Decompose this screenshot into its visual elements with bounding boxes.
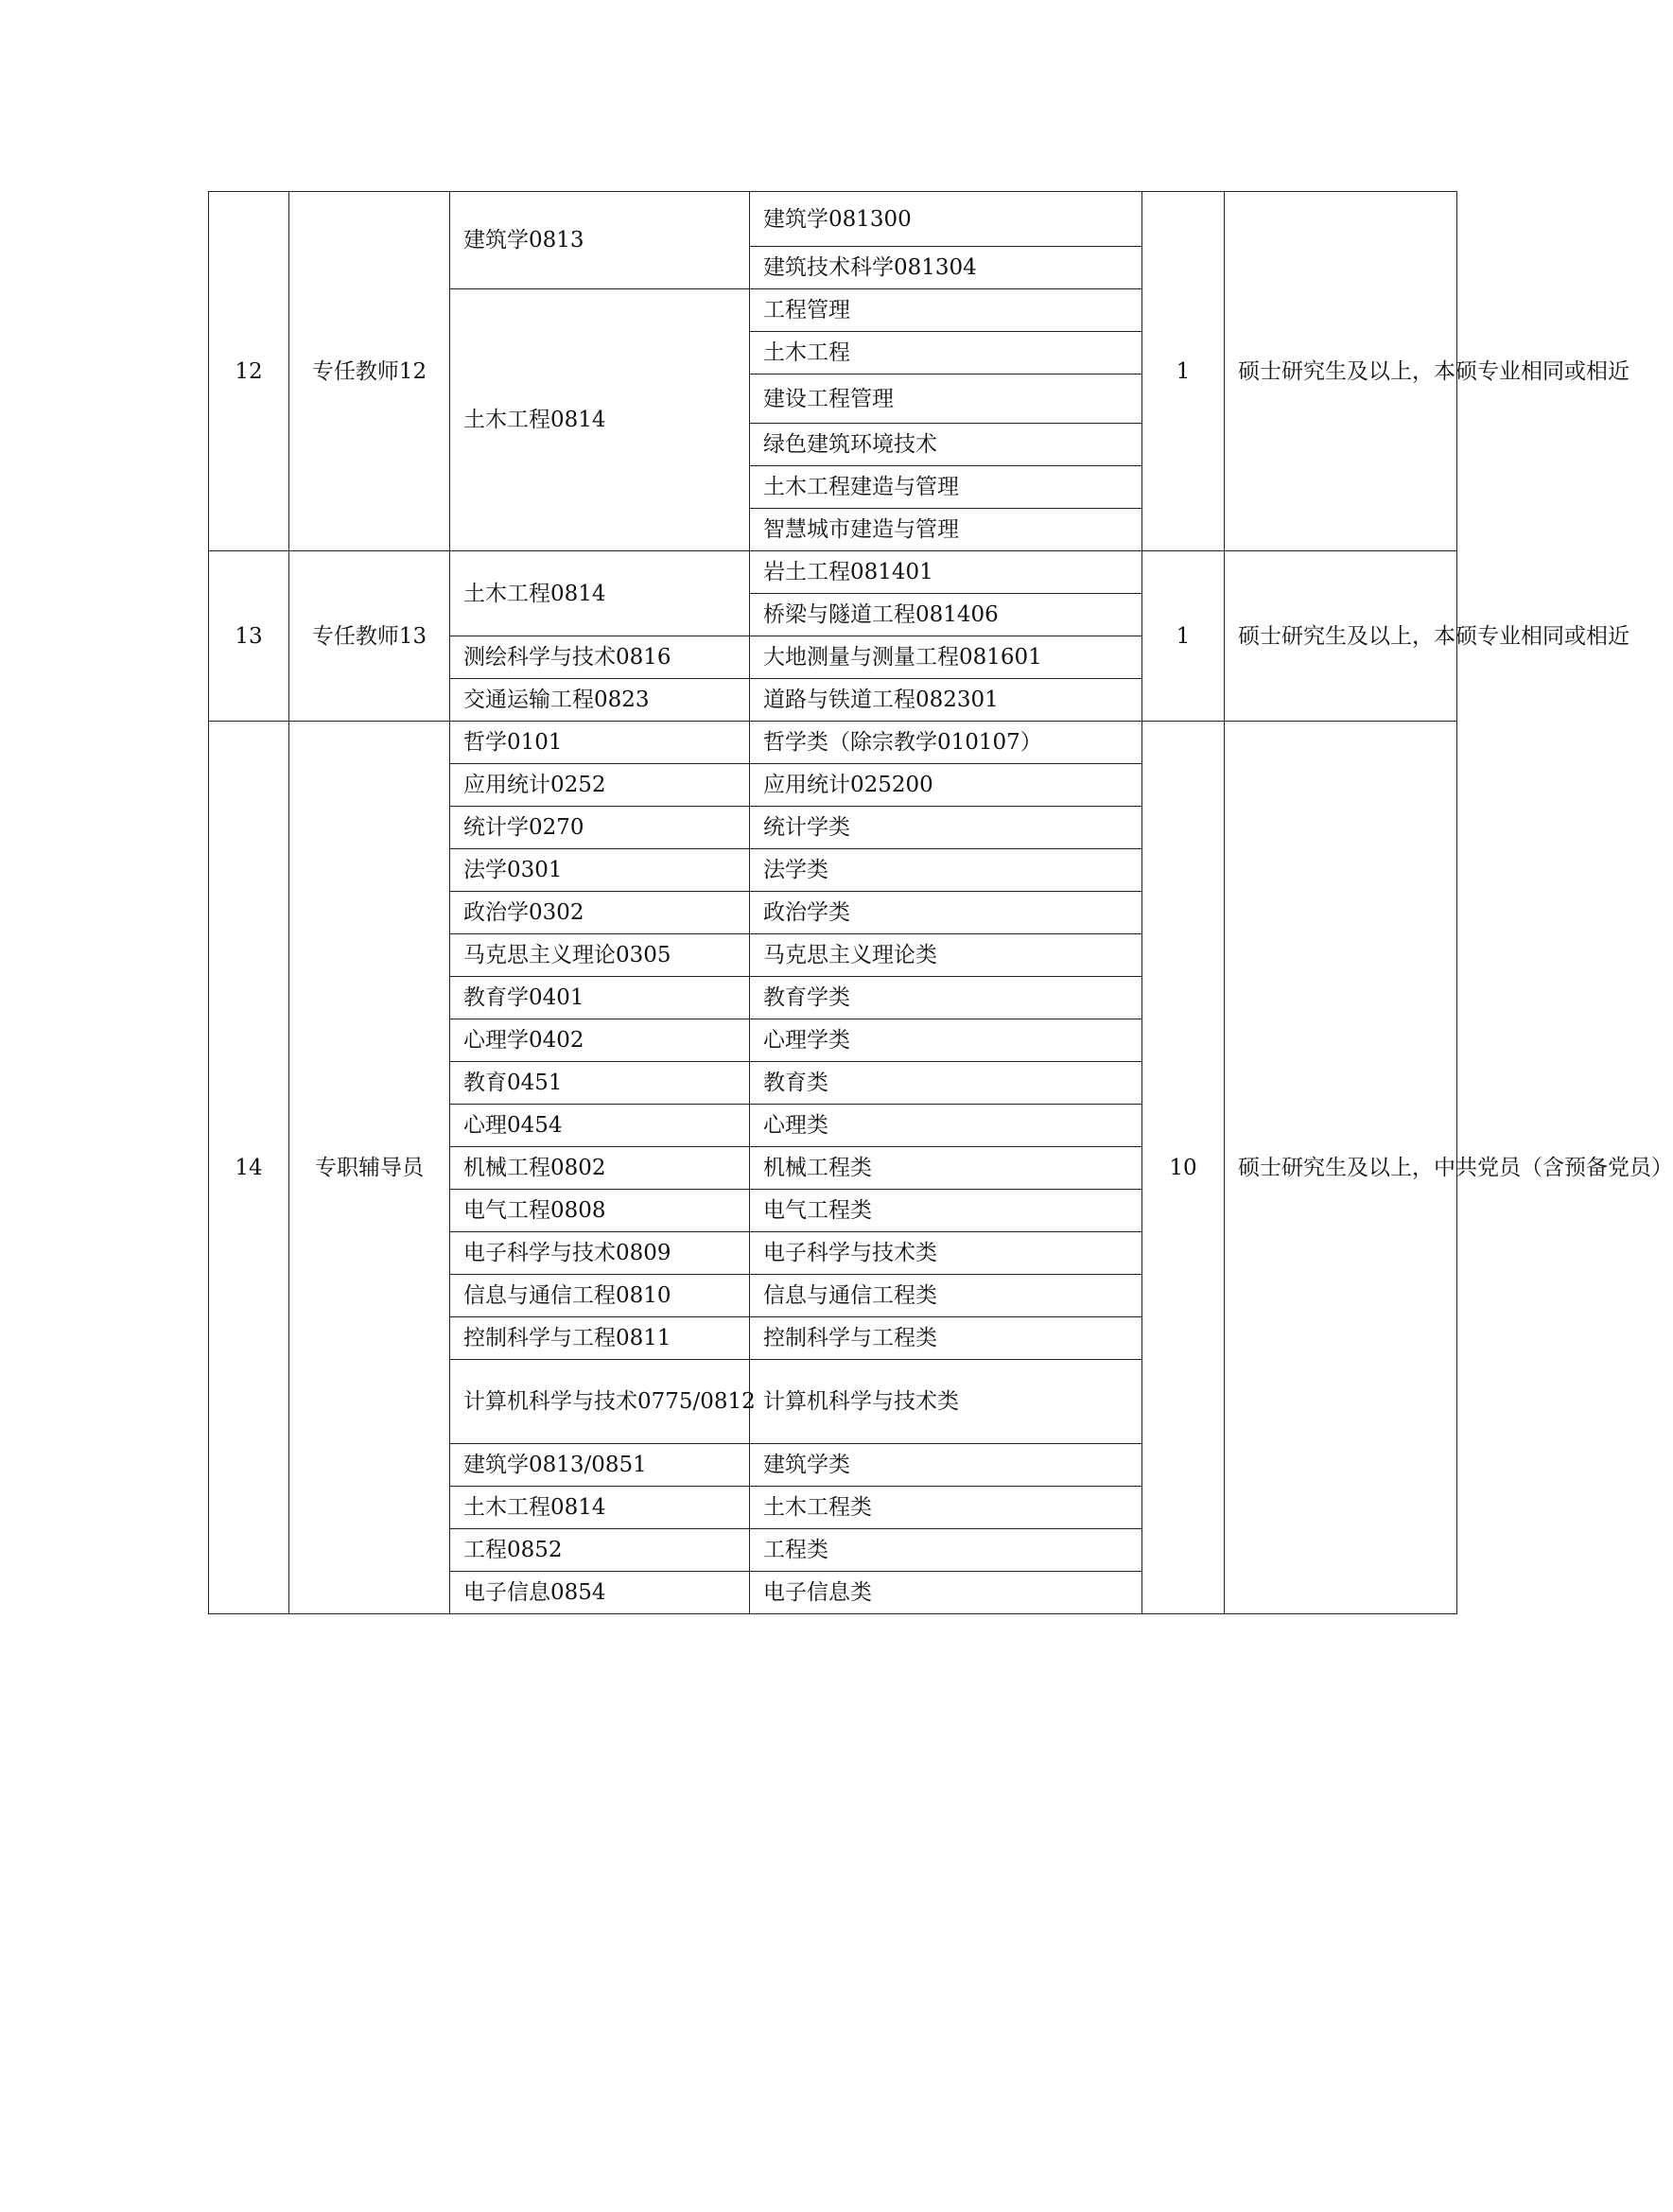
discipline-cell: 政治学0302 bbox=[450, 892, 750, 934]
major-cell: 政治学类 bbox=[750, 892, 1142, 934]
discipline-cell: 交通运输工程0823 bbox=[450, 679, 750, 722]
discipline-cell: 土木工程0814 bbox=[450, 1487, 750, 1529]
major-cell: 土木工程建造与管理 bbox=[750, 466, 1142, 509]
major-cell: 电子科学与技术类 bbox=[750, 1232, 1142, 1275]
headcount: 1 bbox=[1142, 551, 1225, 722]
major-cell: 智慧城市建造与管理 bbox=[750, 509, 1142, 551]
major-cell: 教育学类 bbox=[750, 977, 1142, 1019]
discipline-cell: 心理学0402 bbox=[450, 1019, 750, 1062]
discipline-cell: 心理0454 bbox=[450, 1105, 750, 1147]
discipline-cell: 统计学0270 bbox=[450, 807, 750, 849]
major-cell: 建设工程管理 bbox=[750, 374, 1142, 424]
major-cell: 桥梁与隧道工程081406 bbox=[750, 594, 1142, 636]
major-cell: 建筑学类 bbox=[750, 1444, 1142, 1487]
position-number: 14 bbox=[209, 722, 289, 1614]
discipline-cell: 哲学0101 bbox=[450, 722, 750, 764]
major-cell: 电子信息类 bbox=[750, 1572, 1142, 1614]
discipline-cell: 计算机科学与技术0775/0812 bbox=[450, 1360, 750, 1444]
major-cell: 应用统计025200 bbox=[750, 764, 1142, 807]
major-cell: 建筑学081300 bbox=[750, 192, 1142, 247]
requirement-cell: 硕士研究生及以上，本硕专业相同或相近 bbox=[1225, 192, 1457, 551]
major-cell: 心理类 bbox=[750, 1105, 1142, 1147]
discipline-cell: 测绘科学与技术0816 bbox=[450, 636, 750, 679]
major-cell: 绿色建筑环境技术 bbox=[750, 424, 1142, 466]
major-cell: 心理学类 bbox=[750, 1019, 1142, 1062]
headcount: 1 bbox=[1142, 192, 1225, 551]
table-row bbox=[209, 192, 1457, 247]
discipline-cell: 电子信息0854 bbox=[450, 1572, 750, 1614]
major-cell: 信息与通信工程类 bbox=[750, 1275, 1142, 1317]
major-cell: 电气工程类 bbox=[750, 1190, 1142, 1232]
requirement-cell: 硕士研究生及以上，中共党员（含预备党员） bbox=[1225, 722, 1457, 1614]
major-cell: 土木工程类 bbox=[750, 1487, 1142, 1529]
discipline-cell: 控制科学与工程0811 bbox=[450, 1317, 750, 1360]
discipline-cell: 建筑学0813 bbox=[450, 192, 750, 289]
major-cell: 机械工程类 bbox=[750, 1147, 1142, 1190]
major-cell: 大地测量与测量工程081601 bbox=[750, 636, 1142, 679]
discipline-cell: 应用统计0252 bbox=[450, 764, 750, 807]
table-row bbox=[209, 551, 1457, 594]
major-cell: 控制科学与工程类 bbox=[750, 1317, 1142, 1360]
discipline-cell: 机械工程0802 bbox=[450, 1147, 750, 1190]
discipline-cell: 信息与通信工程0810 bbox=[450, 1275, 750, 1317]
discipline-cell: 电子科学与技术0809 bbox=[450, 1232, 750, 1275]
discipline-cell: 工程0852 bbox=[450, 1529, 750, 1572]
discipline-cell: 教育0451 bbox=[450, 1062, 750, 1105]
discipline-cell: 电气工程0808 bbox=[450, 1190, 750, 1232]
major-cell: 教育类 bbox=[750, 1062, 1142, 1105]
major-cell: 道路与铁道工程082301 bbox=[750, 679, 1142, 722]
discipline-cell: 土木工程0814 bbox=[450, 551, 750, 636]
major-cell: 统计学类 bbox=[750, 807, 1142, 849]
discipline-cell: 土木工程0814 bbox=[450, 289, 750, 551]
position-number: 13 bbox=[209, 551, 289, 722]
position-name: 专任教师13 bbox=[289, 551, 450, 722]
discipline-cell: 教育学0401 bbox=[450, 977, 750, 1019]
position-number: 12 bbox=[209, 192, 289, 551]
headcount: 10 bbox=[1142, 722, 1225, 1614]
major-cell: 土木工程 bbox=[750, 332, 1142, 374]
discipline-cell: 法学0301 bbox=[450, 849, 750, 892]
major-cell: 计算机科学与技术类 bbox=[750, 1360, 1142, 1444]
major-cell: 岩土工程081401 bbox=[750, 551, 1142, 594]
major-cell: 建筑技术科学081304 bbox=[750, 247, 1142, 289]
major-cell: 法学类 bbox=[750, 849, 1142, 892]
discipline-cell: 马克思主义理论0305 bbox=[450, 934, 750, 977]
major-cell: 哲学类（除宗教学010107） bbox=[750, 722, 1142, 764]
requirement-cell: 硕士研究生及以上，本硕专业相同或相近 bbox=[1225, 551, 1457, 722]
position-name: 专任教师12 bbox=[289, 192, 450, 551]
discipline-cell: 建筑学0813/0851 bbox=[450, 1444, 750, 1487]
position-name: 专职辅导员 bbox=[289, 722, 450, 1614]
major-cell: 工程类 bbox=[750, 1529, 1142, 1572]
table-row bbox=[209, 722, 1457, 764]
major-cell: 工程管理 bbox=[750, 289, 1142, 332]
positions-table bbox=[208, 191, 1673, 1614]
major-cell: 马克思主义理论类 bbox=[750, 934, 1142, 977]
